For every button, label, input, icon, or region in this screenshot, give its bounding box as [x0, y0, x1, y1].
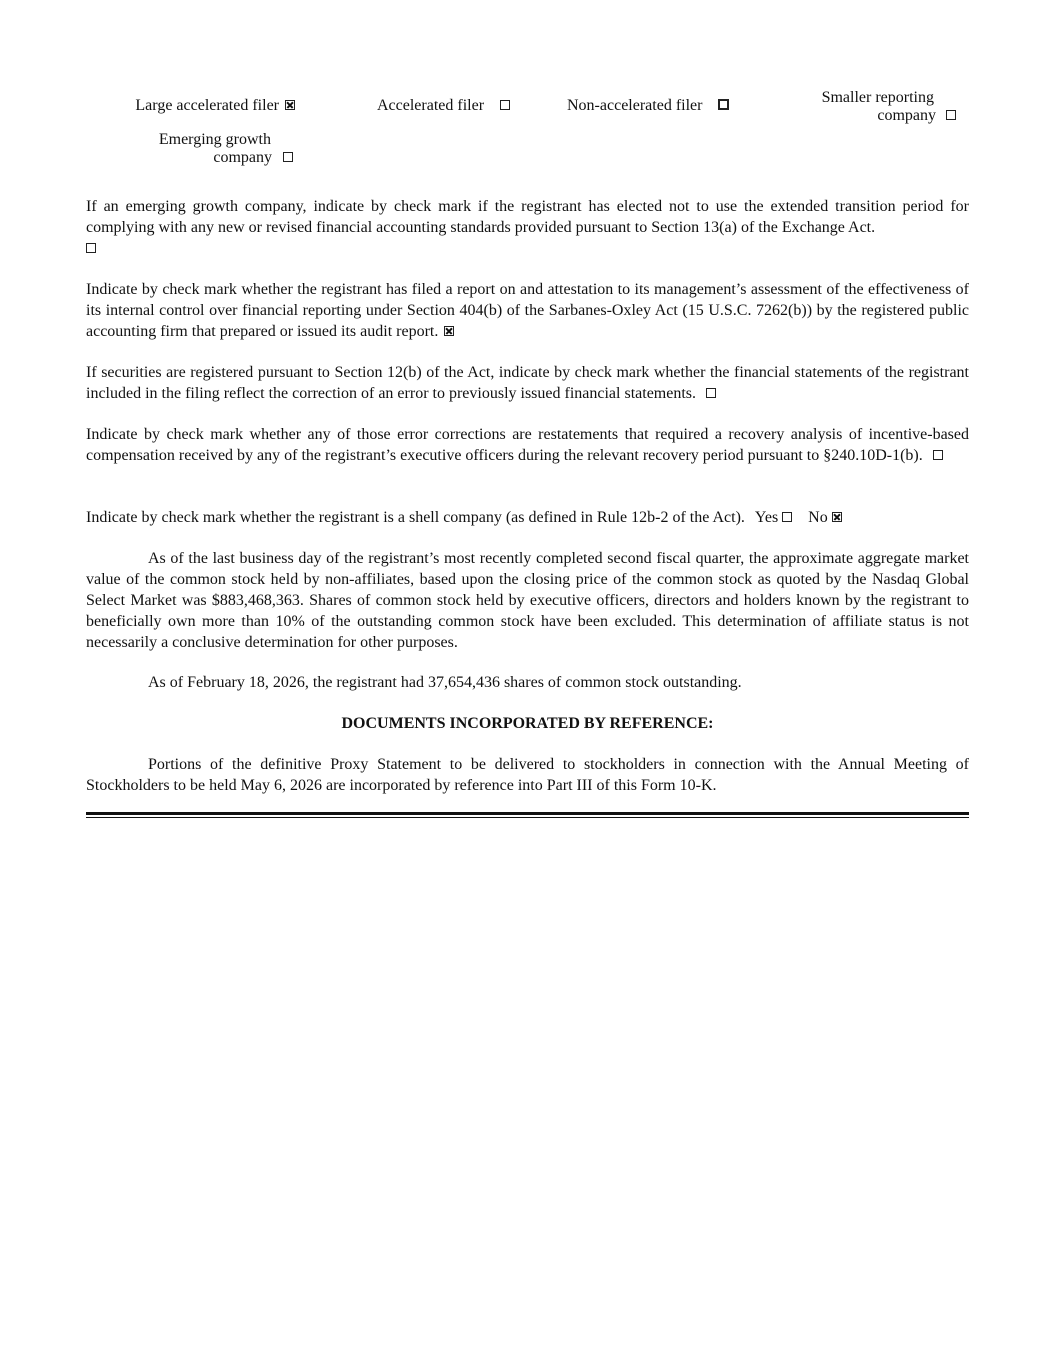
- market-value-text: As of the last business day of the registrant’s most recently completed second fiscal quarter, the approximate aggregate market value of the common stock held by non-affiliates, based upon the closing price of the common stock as quoted by the Nasdaq Global Select Market was $883,468,363. Shares of common stock held by executive officers, directors and holders known by the registrant to beneficially own more than 10% of the outstanding common stock have been excluded. This determination of affiliate status is not necessarily a conclusive determination for other purposes.: [86, 550, 969, 651]
- proxy-statement-text: Portions of the definitive Proxy Statement to be delivered to stockholders in connection with the Annual Meeting of Stockholders to be held May 6, 2026 are incorporated by reference into Part III of this Form 10-K.: [86, 756, 969, 794]
- internal-control-paragraph: [86, 279, 969, 342]
- double-rule-divider: [86, 812, 969, 818]
- restatements-checkbox[interactable]: [933, 450, 943, 460]
- internal-control-text: Indicate by check mark whether the registrant has filed a report on and attestation to its management’s assessment of the effectiveness of its internal control over financial reporting under Section 404(b) of the Sarbanes-Oxley Act (15 U.S.C. 7262(b)) by the registered public accounting firm that prepared or issued its audit report.: [86, 281, 969, 340]
- emerging-growth-checkbox[interactable]: [283, 152, 293, 162]
- large-accelerated-checkbox[interactable]: [285, 100, 295, 110]
- internal-control-checkbox[interactable]: [444, 326, 454, 336]
- shares-outstanding-text: As of February 18, 2026, the registrant had 37,654,436 shares of common stock outstanding.: [148, 674, 742, 691]
- filer-emerging-growth-line2: [100, 149, 293, 167]
- extended-transition-checkbox[interactable]: [86, 243, 96, 253]
- shell-no-label: No: [808, 509, 828, 526]
- market-value-paragraph: [86, 548, 969, 653]
- shell-no-checkbox[interactable]: [832, 512, 842, 522]
- smaller-reporting-checkbox[interactable]: [946, 110, 956, 120]
- restatements-text: Indicate by check mark whether any of those error corrections are restatements that required a recovery analysis of incentive-based compensation received by any of the registrant’s executive officers during the relevant recovery period pursuant to §240.10D-1(b).: [86, 426, 969, 464]
- filer-accelerated-label: Accelerated filer: [377, 97, 485, 114]
- filer-non-accelerated: [567, 97, 729, 115]
- shell-yes-checkbox[interactable]: [782, 512, 792, 522]
- extended-transition-paragraph: [86, 196, 969, 259]
- documents-heading: [86, 713, 969, 734]
- filer-smaller-reporting-label-2: company: [877, 107, 936, 124]
- filer-accelerated: [377, 97, 510, 115]
- shell-company-paragraph: [86, 507, 969, 528]
- non-accelerated-checkbox[interactable]: [718, 99, 729, 110]
- restatements-paragraph: [86, 424, 969, 466]
- filer-emerging-growth-label-2: company: [213, 149, 272, 166]
- filer-smaller-reporting: [780, 89, 934, 107]
- accelerated-checkbox[interactable]: [500, 100, 510, 110]
- error-correction-checkbox[interactable]: [706, 388, 716, 398]
- filer-smaller-reporting-line2: [780, 107, 956, 125]
- error-correction-paragraph: [86, 362, 969, 404]
- filer-large-accelerated: [100, 97, 295, 115]
- shell-yes-label: Yes: [754, 509, 779, 526]
- shell-company-text: Indicate by check mark whether the registrant is a shell company (as defined in Rule 12b-2 of the Act).: [86, 509, 745, 526]
- extended-transition-text: If an emerging growth company, indicate by check mark if the registrant has elected not to use the extended transition period for complying with any new or revised financial accounting standards provided pursuant to Section 13(a) of the Exchange Act.: [86, 198, 969, 236]
- proxy-statement-paragraph: [86, 754, 969, 796]
- filer-large-accelerated-label: Large accelerated filer: [135, 97, 279, 114]
- filer-non-accelerated-label: Non-accelerated filer: [567, 97, 703, 114]
- filer-emerging-growth-label-1: Emerging growth: [158, 131, 271, 148]
- shares-outstanding-paragraph: [86, 672, 969, 693]
- documents-heading-text: DOCUMENTS INCORPORATED BY REFERENCE:: [341, 715, 714, 732]
- filer-smaller-reporting-label-1: Smaller reporting: [821, 89, 934, 106]
- error-correction-text: If securities are registered pursuant to Section 12(b) of the Act, indicate by check mark whether the financial statements of the registrant included in the filing reflect the correction of an error to previously issued financial statements.: [86, 364, 969, 402]
- filer-emerging-growth: [100, 131, 271, 149]
